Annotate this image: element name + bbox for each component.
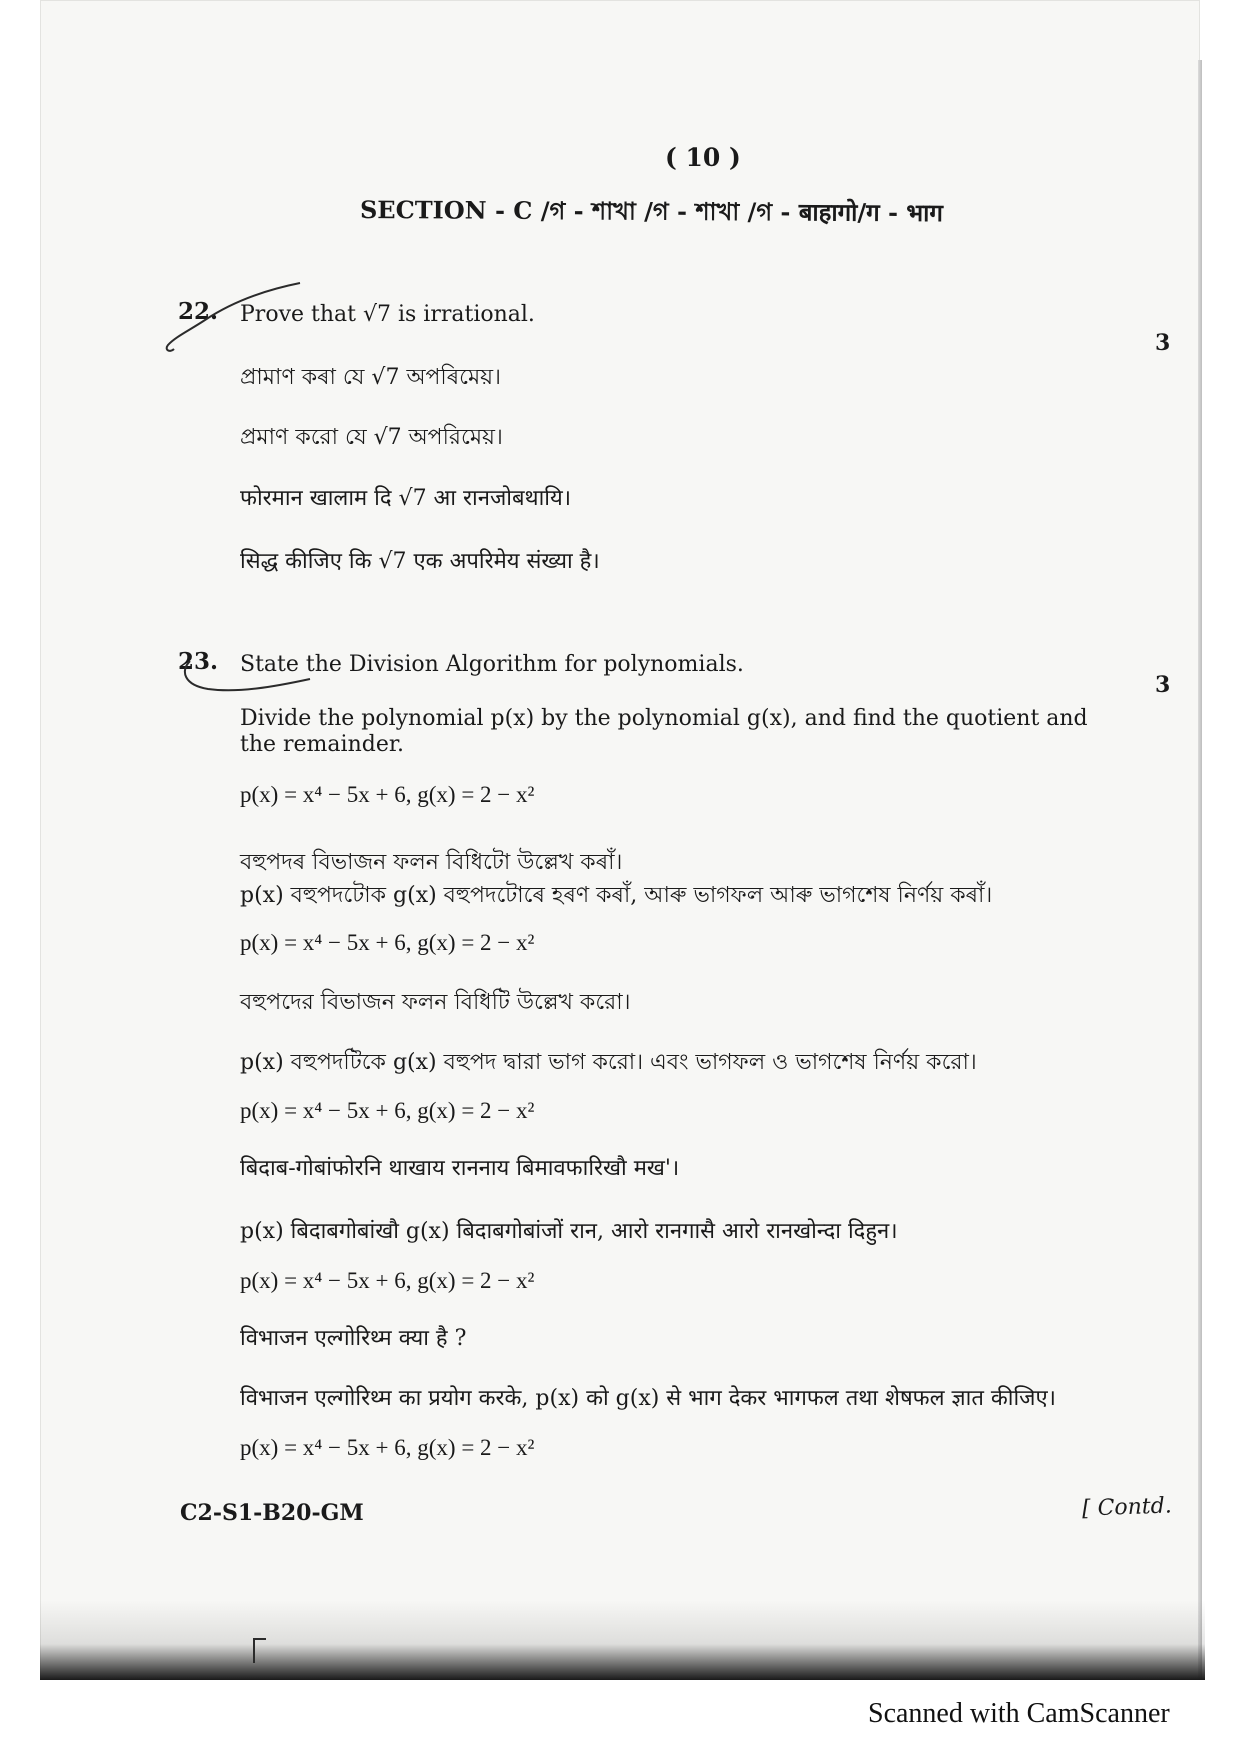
scanned-page: [40, 0, 1200, 1680]
question-23-hindi-line-1: विभाजन एल्गोरिथ्म क्या है ?: [240, 1326, 467, 1351]
question-22-assamese: প্ৰামাণ কৰা যে √7 অপৰিমেয়।: [240, 365, 501, 390]
question-23-assamese-line-1: বহুপদৰ বিভাজন ফলন বিধিটো উল্লেখ কৰাঁ।: [240, 850, 623, 875]
section-title: SECTION - C /গ - শাখা /গ - শাখা /গ - बाहागो/ग - भाग: [359, 195, 944, 228]
pen-tick-mark: [160, 275, 310, 365]
equation-5: p(x) = x⁴ − 5x + 6, g(x) = 2 − x²: [240, 1435, 535, 1460]
equation-4: p(x) = x⁴ − 5x + 6, g(x) = 2 − x²: [240, 1268, 535, 1293]
question-22-marks: 3: [1155, 330, 1171, 356]
question-22-bodo: फोरमान खालाम दि √7 आ रानजोबथायि।: [240, 486, 572, 511]
question-23-hindi-line-2: विभाजन एल्गोरिथ्म का प्रयोग करके, p(x) को g(x) से भाग देकर भागफल तथा शेषफल ज्ञात कीजिए।: [240, 1386, 1056, 1411]
question-23-marks: 3: [1155, 672, 1171, 698]
equation-2: p(x) = x⁴ − 5x + 6, g(x) = 2 − x²: [240, 930, 535, 955]
question-23-heading: State the Division Algorithm for polynomials.: [240, 652, 744, 677]
camscanner-watermark: Scanned with CamScanner: [868, 1698, 1170, 1729]
equation-3: p(x) = x⁴ − 5x + 6, g(x) = 2 − x²: [240, 1098, 535, 1123]
question-23-bodo-line-1: बिदाब-गोबांफोरनि थाखाय राननाय बिमावफारिखौ मख'।: [240, 1156, 680, 1181]
question-23-number: 23.: [178, 648, 219, 675]
question-23-bengali-line-2: p(x) বহুপদটিকে g(x) বহুপদ দ্বারা ভাগ করো। এবং ভাগফল ও ভাগশেষ নির্ণয় করো।: [240, 1050, 977, 1075]
scan-bottom-shadow: [40, 1600, 1205, 1680]
question-23-bengali-line-1: বহুপদের বিভাজন ফলন বিধিটি উল্লেখ করো।: [240, 990, 631, 1015]
question-22-number: 22.: [178, 298, 219, 325]
question-23-bodo-line-2: p(x) बिदाबगोबांखौ g(x) बिदाबगोबांजों रान, आरो रानगासै आरो रानखोन्दा दिहुन।: [240, 1219, 898, 1244]
page-number: ( 10 ): [665, 143, 741, 172]
question-23-assamese-line-2: p(x) বহুপদটোক g(x) বহুপদটোৰে হৰণ কৰাঁ, আৰু ভাগফল আৰু ভাগশেষ নিৰ্ণয় কৰাঁ।: [240, 883, 993, 908]
question-22-hindi: सिद्ध कीजिए कि √7 एक अपरिमेय संख्या है।: [240, 549, 600, 574]
page-edge-shadow: [1198, 60, 1202, 1680]
equation-1: p(x) = x⁴ − 5x + 6, g(x) = 2 − x²: [240, 782, 535, 807]
pen-underline-mark: [178, 655, 318, 715]
continued-label: [ Contd.: [1081, 1493, 1173, 1522]
corner-mark: [250, 1635, 270, 1665]
question-22-bengali: প্রমাণ করো যে √7 অপরিমেয়।: [240, 425, 503, 450]
paper-code: C2-S1-B20-GM: [180, 1500, 364, 1526]
question-22-english: Prove that √7 is irrational.: [240, 302, 535, 327]
question-23-instruction: Divide the polynomial p(x) by the polynomial g(x), and find the quotient and the remainder.: [240, 706, 1088, 757]
